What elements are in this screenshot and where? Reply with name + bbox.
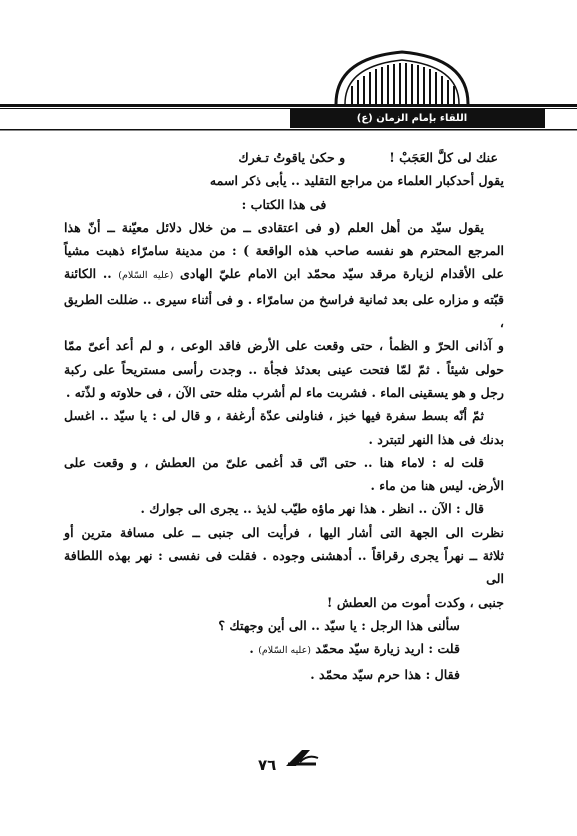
running-header-title: اللقاء بإمام الزمان (ع): [356, 113, 468, 124]
verse-second-hemistich: و حكىٰ ياقوتُ تـغرك: [238, 150, 346, 165]
verse-first-hemistich: عنك لى كلَّ العَجَبْ !: [389, 150, 498, 165]
paragraph-line: سألنى هذا الرجل : يا سيّد .. الى أين وجهتك ؟: [218, 617, 460, 633]
pen-writing-icon: [286, 750, 318, 766]
paragraph-line: رجل و هو يسقينى الماء . فشربت ماء لم أشرب مثله حتى الآن ، فى حلاوته و لذّته .: [65, 384, 504, 400]
paragraph-line: قلت : اريد زيارة سيّد محمّد (عليه السّلام) .: [249, 641, 460, 657]
paragraph-line: المرجع المحترم هو نفسه صاحب هذه الواقعة ) : من مدينة سامرّاء ذهبت مشياً: [64, 243, 504, 259]
paragraph-line: ثلاثة ــ نهراً يجرى رقراقاً .. أدهشنى وجوده . فقلت فى نفسى : نهر بهذه اللطافة الى: [64, 548, 504, 587]
paragraph-line: بدنك فى هذا النهر لتبترد .: [368, 431, 504, 447]
honorific-note: (عليه السّلام): [258, 645, 311, 657]
paragraph-line: الأرض. ليس هنا من ماء .: [370, 478, 504, 494]
arch-ornament: [336, 52, 468, 104]
text-line: فى هذا الكتاب :: [241, 196, 327, 212]
paragraph-line: قال : الآن .. انظر . هذا نهر ماؤه طيّب لذيذ .. يجرى الى جوارك .: [140, 501, 484, 517]
honorific-note: (عليه السّلام): [118, 270, 174, 282]
page-body-text: [64, 146, 504, 686]
paragraph-line: يقول سيّد من أهل العلم (و فى اعتقادى ــ من خلال دلائل معيّنة ــ أنّ هذا: [64, 219, 484, 235]
paragraph-line: قبّته و مزاره على بعد ثمانية فراسخ من سامرّاء . و فى أثناء سيرى .. ضللت الطريق ،: [63, 291, 504, 331]
text-line: يقول أحدكبار العلماء من مراجع التقليد .. يأبى ذكر اسمه: [209, 173, 504, 189]
header-band: [0, 104, 577, 107]
paragraph-line: فقال : هذا حرم سيّد محمّد .: [310, 666, 460, 682]
paragraph-line: حولى شيئاً . ثمّ لمّا فتحت عينى بعدئذ فجأة .. وجدت رأسى مستريحاً على ركبة: [64, 361, 504, 377]
paragraph-line: جنبى ، وكدت أموت من العطش !: [326, 594, 504, 610]
paragraph-line: ثمّ أنّه بسط سفرة فيها خبز ، فناولنى عدّة أرغفة ، و قال لى : يا سيّد .. اغسل: [64, 408, 484, 424]
poem-verse: [64, 146, 504, 169]
paragraph-line: قلت له : لاماء هنا .. حتى انّى قد أغمى علىّ من العطش ، و وقعت على: [64, 454, 484, 470]
page-number: ٧٦: [258, 756, 277, 774]
paragraph-line: على الأقدام لزيارة مرقد سيّد محمّد ابن الامام عليّ الهادى (عليه السّلام) .. الكائنة: [64, 266, 504, 282]
paragraph-line: و آذانى الحرّ و الظمأ ، حتى وقعت على الأرض فاقد الوعى ، و لم أعد أعىّ ممّا: [64, 338, 504, 354]
footer-ornament: [0, 736, 577, 776]
paragraph-line: نظرت الى الجهة التى أشار اليها ، فرأيت الى جنبى ــ على مسافة مترين أو: [64, 524, 504, 540]
